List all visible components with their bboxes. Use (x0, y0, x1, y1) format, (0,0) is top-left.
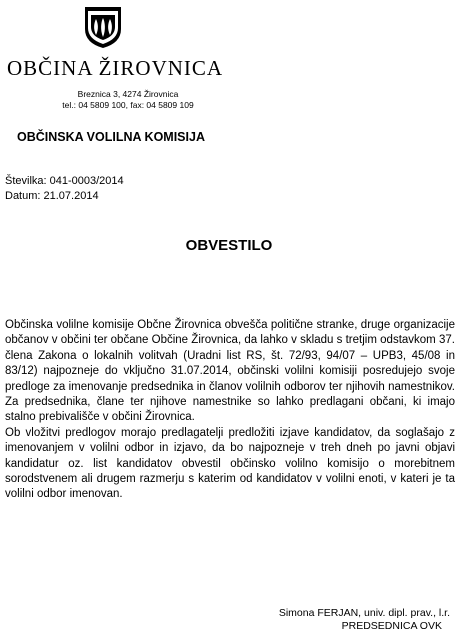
address-block (28, 89, 228, 111)
document-meta (5, 174, 124, 204)
signatory-role: PREDSEDNICA OVK (341, 620, 442, 632)
notice-body (5, 318, 455, 503)
commission-heading: OBČINSKA VOLILNA KOMISIJA (17, 130, 205, 144)
signature-block (279, 607, 450, 633)
notice-paragraph-1: Občinska volilne komisije Občne Žirovnica obvešča politične stranke, druge organizacije občanov v občini ter občane Občine Žirovnica, da lahko v skladu s tretjim odstavkom 37. člena Zakona o lokalnih volitvah (Uradni list RS, št. 72/93, 94/07 – UPB3, 45/08 in 83/12) najpozneje do vključno 31.07.2014, občinski volilni komisiji posredujejo svoje predloge za imenovanje predsednika in članov volilnih odborov ter njihovih namestnikov. Za predsednika, člane ter njihove namestnike so lahko predlagani občani, ki imajo stalno prebivališče v občini Žirovnica. (5, 319, 455, 424)
signatory-name: Simona FERJAN, univ. dipl. prav., l.r. (278, 607, 450, 619)
document-title: OBVESTILO (185, 237, 273, 254)
coat-of-arms-icon (83, 5, 123, 49)
notice-paragraph-2: Ob vložitvi predlogov morajo predlagatelji predložiti izjave kandidatov, da soglašajo z imenovanjem v volilni odbor in izjavo, da bo najpozneje v treh dneh po javni objavi kandidatur oz. list kandidatov obvestil občinsko volilno komisijo o morebitnem sorodstvenem ali drugem razmerju s katerim od kandidatov v volilni enoti, v kateri je ta volilni odbor imenovan. (5, 426, 455, 501)
document-number: Številka: 041-0003/2014 (5, 175, 124, 187)
municipality-name: OBČINA ŽIROVNICA (7, 56, 224, 80)
document-date: Datum: 21.07.2014 (5, 190, 99, 202)
contact-line: tel.: 04 5809 100, fax: 04 5809 109 (62, 100, 194, 110)
address-line: Breznica 3, 4274 Žirovnica (77, 89, 179, 99)
